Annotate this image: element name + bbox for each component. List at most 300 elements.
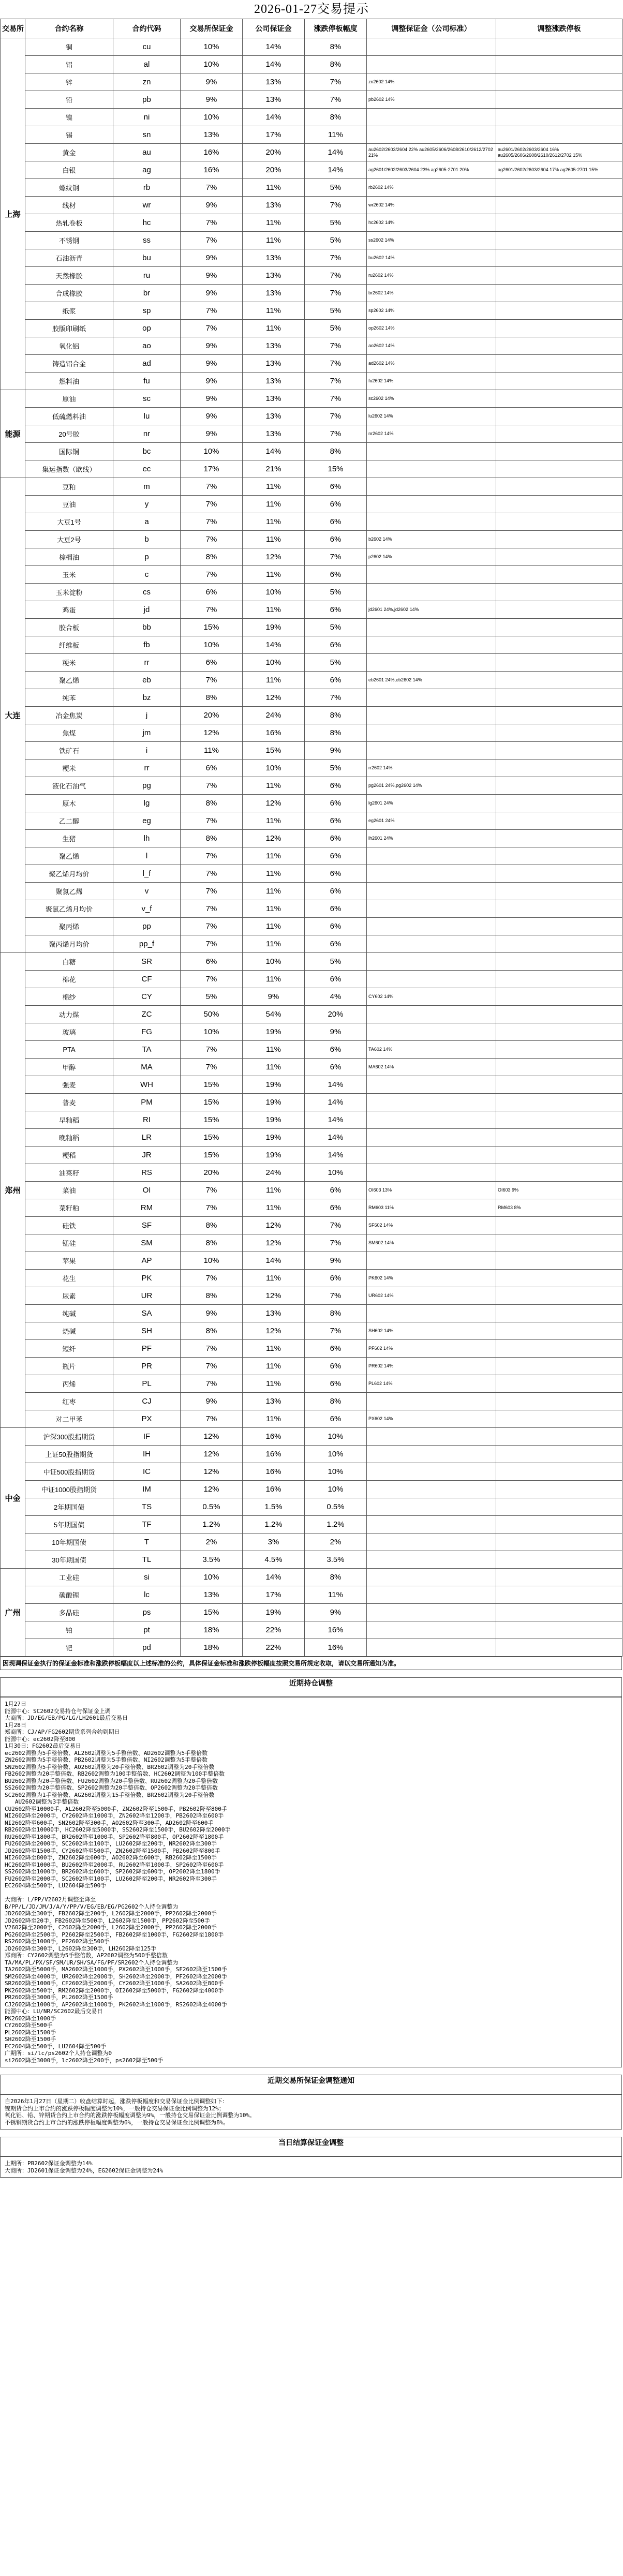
adjusted-limit-cell [496, 1234, 622, 1252]
exchange-margin-cell: 6% [181, 760, 243, 777]
contract-code-cell: l [113, 847, 181, 865]
adjusted-margin-cell [367, 584, 496, 601]
exchange-margin-cell: 12% [181, 724, 243, 742]
exchange-margin-cell: 9% [181, 425, 243, 443]
adjusted-limit-cell [496, 548, 622, 566]
contract-name-cell: 玻璃 [25, 1023, 113, 1041]
contract-name-cell: 黄金 [25, 144, 113, 161]
contract-code-cell: bc [113, 443, 181, 460]
contract-name-cell: 鸡蛋 [25, 601, 113, 619]
table-row [1, 953, 622, 971]
adjusted-margin-cell [367, 847, 496, 865]
company-margin-cell: 11% [243, 302, 305, 320]
adjusted-margin-cell [367, 619, 496, 636]
contract-code-cell: ps [113, 1604, 181, 1621]
table-row [1, 161, 622, 179]
contract-name-cell: 尿素 [25, 1287, 113, 1305]
exchange-margin-cell: 20% [181, 1164, 243, 1182]
company-margin-cell: 3% [243, 1533, 305, 1551]
table-row [1, 1410, 622, 1428]
adjusted-margin-cell: lu2602 14% [367, 408, 496, 425]
exchange-cell: 中金 [1, 1428, 25, 1569]
adjusted-margin-cell [367, 1111, 496, 1129]
adjusted-margin-cell: jd2601 24%,jd2602 14% [367, 601, 496, 619]
company-margin-cell: 22% [243, 1639, 305, 1657]
contract-name-cell: 线材 [25, 197, 113, 214]
contract-code-cell: cu [113, 38, 181, 56]
price-limit-cell: 14% [305, 1094, 367, 1111]
adjusted-limit-cell [496, 830, 622, 847]
adjusted-margin-cell: p2602 14% [367, 548, 496, 566]
adjusted-limit-cell [496, 1375, 622, 1393]
adjusted-limit-cell [496, 1164, 622, 1182]
exchange-margin-cell: 10% [181, 56, 243, 73]
contract-name-cell: 聚丙烯月均价 [25, 935, 113, 953]
adjusted-margin-cell: bu2602 14% [367, 249, 496, 267]
contract-name-cell: 丙烯 [25, 1375, 113, 1393]
contract-code-cell: LR [113, 1129, 181, 1146]
exchange-margin-cell: 15% [181, 1604, 243, 1621]
table-row [1, 847, 622, 865]
contract-code-cell: CF [113, 971, 181, 988]
contract-name-cell: 大豆1号 [25, 513, 113, 531]
contract-code-cell: bb [113, 619, 181, 636]
contract-name-cell: 聚丙烯 [25, 918, 113, 935]
adjusted-limit-cell [496, 302, 622, 320]
table-row [1, 1322, 622, 1340]
company-margin-cell: 16% [243, 1481, 305, 1498]
price-limit-cell: 6% [305, 601, 367, 619]
exchange-margin-cell: 8% [181, 1322, 243, 1340]
company-margin-cell: 24% [243, 707, 305, 724]
contract-name-cell: 沪深300股指期货 [25, 1428, 113, 1446]
table-row [1, 1604, 622, 1621]
table-row [1, 1551, 622, 1569]
contract-name-cell: 低硫燃料油 [25, 408, 113, 425]
exchange-margin-cell: 18% [181, 1639, 243, 1657]
contract-code-cell: m [113, 478, 181, 496]
adjusted-limit-cell [496, 760, 622, 777]
contract-name-cell: 棉花 [25, 971, 113, 988]
header-exchange: 交易所 [1, 19, 25, 38]
adjusted-limit-cell [496, 1586, 622, 1604]
table-row [1, 126, 622, 144]
company-margin-cell: 11% [243, 918, 305, 935]
contract-name-cell: 大豆2号 [25, 531, 113, 548]
exchange-margin-cell: 10% [181, 1252, 243, 1270]
adjusted-margin-cell [367, 1446, 496, 1463]
section-margin-notice-body: 自2026年1月27日（星期二）收盘结算时起，涨跌停板幅度和交易保证金比例调整如下： 镍期货合约上市合约的涨跌停板幅度调整为10%，一般持仓交易保证金比例调整为12%； 氧化铝、铅、锌期货合约上市合约的涨跌停板幅度调整为9%，一般持仓交易保证金比例调整为10%。 不锈钢期货合约上市合约的涨跌停板幅度调整为6%，一般持仓交易保证金比例调整为8%。 [0, 2094, 622, 2130]
adjusted-limit-cell [496, 1076, 622, 1094]
adjusted-margin-cell: ao2602 14% [367, 337, 496, 355]
price-limit-cell: 8% [305, 1393, 367, 1410]
contract-name-cell: 液化石油气 [25, 777, 113, 795]
page-title: 2026-01-27交易提示 [254, 3, 369, 16]
company-margin-cell: 1.2% [243, 1516, 305, 1533]
header-exchange-margin: 交易所保证金 [181, 19, 243, 38]
price-limit-cell: 8% [305, 56, 367, 73]
price-limit-cell: 3.5% [305, 1551, 367, 1569]
adjusted-limit-cell [496, 1023, 622, 1041]
company-margin-cell: 11% [243, 1059, 305, 1076]
adjusted-margin-cell [367, 1305, 496, 1322]
contract-name-cell: 晚籼稻 [25, 1129, 113, 1146]
table-row [1, 1533, 622, 1551]
price-limit-cell: 6% [305, 496, 367, 513]
adjusted-limit-cell [496, 1270, 622, 1287]
adjusted-margin-cell: CY602 14% [367, 988, 496, 1006]
adjusted-limit-cell [496, 1639, 622, 1657]
adjusted-margin-cell: SH602 14% [367, 1322, 496, 1340]
company-margin-cell: 11% [243, 935, 305, 953]
section-position-adjust-title: 近期持仓调整 [0, 1677, 622, 1697]
contract-name-cell: 原油 [25, 390, 113, 408]
contract-code-cell: a [113, 513, 181, 531]
contract-name-cell: 铜 [25, 38, 113, 56]
contract-code-cell: RI [113, 1111, 181, 1129]
exchange-margin-cell: 7% [181, 1375, 243, 1393]
contract-name-cell: 烧碱 [25, 1322, 113, 1340]
price-limit-cell: 6% [305, 1375, 367, 1393]
table-row [1, 460, 622, 478]
contract-code-cell: CJ [113, 1393, 181, 1410]
company-margin-cell: 13% [243, 355, 305, 373]
company-margin-cell: 19% [243, 1129, 305, 1146]
exchange-margin-cell: 9% [181, 390, 243, 408]
table-row [1, 1252, 622, 1270]
contract-code-cell: sp [113, 302, 181, 320]
exchange-margin-cell: 10% [181, 109, 243, 126]
company-margin-cell: 12% [243, 1322, 305, 1340]
contract-code-cell: TS [113, 1498, 181, 1516]
exchange-margin-cell: 7% [181, 935, 243, 953]
exchange-margin-cell: 15% [181, 1094, 243, 1111]
contract-code-cell: br [113, 285, 181, 302]
price-limit-cell: 6% [305, 883, 367, 900]
price-limit-cell: 14% [305, 1146, 367, 1164]
table-row [1, 355, 622, 373]
company-margin-cell: 13% [243, 408, 305, 425]
company-margin-cell: 13% [243, 197, 305, 214]
contract-code-cell: SR [113, 953, 181, 971]
company-margin-cell: 11% [243, 777, 305, 795]
exchange-margin-cell: 9% [181, 91, 243, 109]
exchange-margin-cell: 7% [181, 601, 243, 619]
adjusted-limit-cell [496, 1446, 622, 1463]
contract-code-cell: jd [113, 601, 181, 619]
contract-name-cell: 铁矿石 [25, 742, 113, 760]
price-limit-cell: 16% [305, 1639, 367, 1657]
price-limit-cell: 6% [305, 971, 367, 988]
adjusted-margin-cell [367, 1393, 496, 1410]
table-row [1, 865, 622, 883]
adjusted-limit-cell: RM603 8% [496, 1199, 622, 1217]
adjusted-limit-cell [496, 109, 622, 126]
price-limit-cell: 6% [305, 935, 367, 953]
contract-name-cell: PTA [25, 1041, 113, 1059]
company-margin-cell: 11% [243, 179, 305, 197]
contract-code-cell: PL [113, 1375, 181, 1393]
price-limit-cell: 7% [305, 689, 367, 707]
price-limit-cell: 9% [305, 1604, 367, 1621]
table-row [1, 883, 622, 900]
adjusted-limit-cell [496, 425, 622, 443]
table-row [1, 566, 622, 584]
contract-name-cell: 纤维板 [25, 636, 113, 654]
table-row [1, 179, 622, 197]
table-row [1, 1041, 622, 1059]
adjusted-limit-cell [496, 707, 622, 724]
table-row [1, 249, 622, 267]
price-limit-cell: 7% [305, 1322, 367, 1340]
contract-code-cell: OI [113, 1182, 181, 1199]
exchange-margin-cell: 7% [181, 179, 243, 197]
contract-code-cell: fb [113, 636, 181, 654]
contract-name-cell: 菜油 [25, 1182, 113, 1199]
price-limit-cell: 6% [305, 1410, 367, 1428]
company-margin-cell: 11% [243, 900, 305, 918]
exchange-margin-cell: 12% [181, 1463, 243, 1481]
contract-code-cell: i [113, 742, 181, 760]
price-limit-cell: 6% [305, 531, 367, 548]
adjusted-margin-cell [367, 496, 496, 513]
price-limit-cell: 7% [305, 390, 367, 408]
company-margin-cell: 24% [243, 1164, 305, 1182]
exchange-margin-cell: 15% [181, 619, 243, 636]
adjusted-limit-cell [496, 619, 622, 636]
contract-name-cell: 早籼稻 [25, 1111, 113, 1129]
price-limit-cell: 10% [305, 1481, 367, 1498]
exchange-margin-cell: 7% [181, 302, 243, 320]
adjusted-margin-cell [367, 109, 496, 126]
table-row [1, 1234, 622, 1252]
adjusted-limit-cell [496, 1129, 622, 1146]
contract-name-cell: 对二甲苯 [25, 1410, 113, 1428]
table-row [1, 1287, 622, 1305]
table-row [1, 513, 622, 531]
contract-name-cell: 聚乙烯月均价 [25, 865, 113, 883]
company-margin-cell: 11% [243, 531, 305, 548]
contract-code-cell: ss [113, 232, 181, 249]
exchange-margin-cell: 7% [181, 478, 243, 496]
company-margin-cell: 12% [243, 1234, 305, 1252]
price-limit-cell: 10% [305, 1463, 367, 1481]
header-company-margin: 公司保证金 [243, 19, 305, 38]
price-limit-cell: 14% [305, 161, 367, 179]
exchange-margin-cell: 20% [181, 707, 243, 724]
adjusted-limit-cell [496, 777, 622, 795]
table-row [1, 724, 622, 742]
contract-code-cell: pp_f [113, 935, 181, 953]
adjusted-margin-cell [367, 742, 496, 760]
price-limit-cell: 5% [305, 214, 367, 232]
adjusted-limit-cell: OI603 9% [496, 1182, 622, 1199]
exchange-margin-cell: 7% [181, 1059, 243, 1076]
company-margin-cell: 12% [243, 1287, 305, 1305]
company-margin-cell: 10% [243, 760, 305, 777]
table-row [1, 971, 622, 988]
exchange-margin-cell: 7% [181, 865, 243, 883]
company-margin-cell: 12% [243, 548, 305, 566]
section-margin-notice-title: 近期交易所保证金调整通知 [0, 2075, 622, 2094]
contract-code-cell: SF [113, 1217, 181, 1234]
contract-code-cell: v_f [113, 900, 181, 918]
price-limit-cell: 5% [305, 619, 367, 636]
exchange-margin-cell: 12% [181, 1446, 243, 1463]
contract-code-cell: ni [113, 109, 181, 126]
price-limit-cell: 5% [305, 654, 367, 672]
contract-code-cell: lh [113, 830, 181, 847]
contract-name-cell: 铂 [25, 1621, 113, 1639]
adjusted-limit-cell [496, 1428, 622, 1446]
table-row [1, 1023, 622, 1041]
contract-code-cell: sn [113, 126, 181, 144]
company-margin-cell: 14% [243, 109, 305, 126]
table-row [1, 320, 622, 337]
adjusted-limit-cell [496, 1059, 622, 1076]
contract-code-cell: zn [113, 73, 181, 91]
adjusted-margin-cell [367, 1164, 496, 1182]
contract-name-cell: 瓶片 [25, 1358, 113, 1375]
company-margin-cell: 13% [243, 285, 305, 302]
adjusted-margin-cell [367, 38, 496, 56]
contract-name-cell: 上证50股指期货 [25, 1446, 113, 1463]
adjusted-limit-cell [496, 724, 622, 742]
contract-name-cell: 粳米 [25, 760, 113, 777]
adjusted-limit-cell [496, 91, 622, 109]
contract-name-cell: 纯苯 [25, 689, 113, 707]
adjusted-margin-cell [367, 971, 496, 988]
adjusted-limit-cell [496, 1041, 622, 1059]
company-margin-cell: 11% [243, 1340, 305, 1358]
adjusted-limit-cell [496, 566, 622, 584]
exchange-margin-cell: 9% [181, 1393, 243, 1410]
table-row [1, 478, 622, 496]
adjusted-margin-cell: PF602 14% [367, 1340, 496, 1358]
exchange-margin-cell: 7% [181, 1358, 243, 1375]
exchange-margin-cell: 16% [181, 161, 243, 179]
company-margin-cell: 16% [243, 1428, 305, 1446]
company-margin-cell: 17% [243, 126, 305, 144]
adjusted-margin-cell [367, 935, 496, 953]
company-margin-cell: 14% [243, 636, 305, 654]
company-margin-cell: 11% [243, 513, 305, 531]
exchange-margin-cell: 9% [181, 337, 243, 355]
contract-name-cell: 短纤 [25, 1340, 113, 1358]
exchange-margin-cell: 10% [181, 443, 243, 460]
company-margin-cell: 19% [243, 1023, 305, 1041]
exchange-margin-cell: 13% [181, 126, 243, 144]
table-row [1, 830, 622, 847]
table-row [1, 1428, 622, 1446]
contract-code-cell: SM [113, 1234, 181, 1252]
table-row [1, 373, 622, 390]
company-margin-cell: 12% [243, 795, 305, 812]
contract-code-cell: UR [113, 1287, 181, 1305]
company-margin-cell: 9% [243, 988, 305, 1006]
table-row [1, 935, 622, 953]
adjusted-limit-cell [496, 232, 622, 249]
adjusted-limit-cell [496, 1498, 622, 1516]
contract-code-cell: AP [113, 1252, 181, 1270]
contract-name-cell: 纯碱 [25, 1305, 113, 1322]
price-limit-cell: 8% [305, 1569, 367, 1586]
company-margin-cell: 13% [243, 91, 305, 109]
table-row [1, 144, 622, 161]
table-row [1, 636, 622, 654]
company-margin-cell: 13% [243, 1305, 305, 1322]
adjusted-limit-cell [496, 355, 622, 373]
table-row [1, 496, 622, 513]
contract-code-cell: PX [113, 1410, 181, 1428]
adjusted-limit-cell [496, 320, 622, 337]
contract-name-cell: 集运指数（欧线） [25, 460, 113, 478]
contract-code-cell: TA [113, 1041, 181, 1059]
table-row [1, 1340, 622, 1358]
company-margin-cell: 19% [243, 1076, 305, 1094]
exchange-margin-cell: 8% [181, 1217, 243, 1234]
table-row [1, 619, 622, 636]
price-limit-cell: 7% [305, 408, 367, 425]
company-margin-cell: 13% [243, 337, 305, 355]
price-limit-cell: 0.5% [305, 1498, 367, 1516]
table-row [1, 654, 622, 672]
price-limit-cell: 6% [305, 830, 367, 847]
price-limit-cell: 7% [305, 425, 367, 443]
company-margin-cell: 11% [243, 320, 305, 337]
adjusted-limit-cell [496, 1481, 622, 1498]
exchange-margin-cell: 7% [181, 672, 243, 689]
contract-code-cell: PF [113, 1340, 181, 1358]
contract-code-cell: PR [113, 1358, 181, 1375]
header-adjusted-margin: 调整保证金（公司标准） [367, 19, 496, 38]
table-row [1, 900, 622, 918]
contract-name-cell: 焦煤 [25, 724, 113, 742]
table-row [1, 232, 622, 249]
contract-code-cell: IF [113, 1428, 181, 1446]
table-row [1, 988, 622, 1006]
adjusted-limit-cell [496, 126, 622, 144]
price-limit-cell: 7% [305, 373, 367, 390]
adjusted-margin-cell: ad2602 14% [367, 355, 496, 373]
contract-code-cell: op [113, 320, 181, 337]
company-margin-cell: 11% [243, 232, 305, 249]
exchange-cell: 能源 [1, 390, 25, 478]
contract-name-cell: 豆油 [25, 496, 113, 513]
contract-code-cell: lu [113, 408, 181, 425]
company-margin-cell: 10% [243, 953, 305, 971]
contract-code-cell: b [113, 531, 181, 548]
contract-name-cell: 豆粕 [25, 478, 113, 496]
adjusted-limit-cell [496, 1111, 622, 1129]
contract-code-cell: ZC [113, 1006, 181, 1023]
price-limit-cell: 14% [305, 144, 367, 161]
adjusted-margin-cell [367, 1551, 496, 1569]
price-limit-cell: 8% [305, 38, 367, 56]
adjusted-margin-cell: wr2602 14% [367, 197, 496, 214]
contract-name-cell: 玉米淀粉 [25, 584, 113, 601]
table-row [1, 1481, 622, 1498]
adjusted-margin-cell: hc2602 14% [367, 214, 496, 232]
price-limit-cell: 5% [305, 320, 367, 337]
company-margin-cell: 11% [243, 971, 305, 988]
company-margin-cell: 1.5% [243, 1498, 305, 1516]
contract-code-cell: pb [113, 91, 181, 109]
contract-name-cell: 聚氯乙烯 [25, 883, 113, 900]
adjusted-limit-cell [496, 1322, 622, 1340]
table-row [1, 689, 622, 707]
table-row [1, 601, 622, 619]
